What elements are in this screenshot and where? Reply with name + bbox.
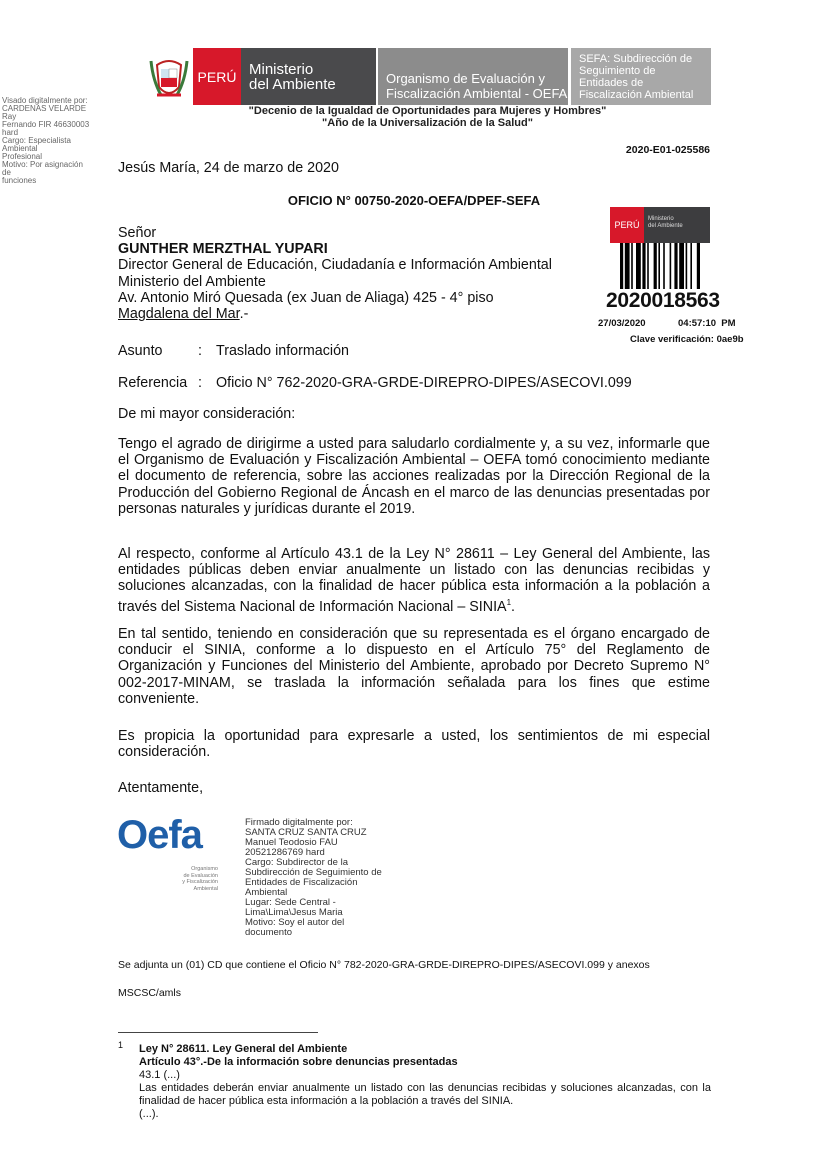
document-code: 2020-E01-025586 [625,144,710,156]
signature-line: Motivo: Soy el autor del [245,917,345,928]
barcode-time: 04:57:10 PM [678,318,736,329]
ministerio-line: del Ambiente [249,75,336,93]
peru-label: PERÚ [193,48,241,105]
asunto-value: Traslado información [216,343,349,359]
stamp-line: Motivo: Por asignación de [2,160,83,177]
barcode-bar [642,243,645,289]
barcode-number: 2020018563 [606,289,720,312]
logo-sub-line: de Evaluación [183,872,218,879]
stamp-line: Cargo: Especialista Ambiental [2,136,71,153]
signature-line: Subdirección de Seguimiento de [245,867,382,878]
ministerio-line: Ministerio [249,60,314,78]
signature-line: Firmado digitalmente por: [245,817,353,828]
footnote-article: Artículo 43°.-De la información sobre denuncias presentadas [139,1056,458,1068]
referencia-sep: : [198,375,202,391]
letterhead [145,48,711,105]
signature-line: Manuel Teodosio FAU [245,837,338,848]
recipient-city [118,306,552,322]
footnote-number: 1 [118,1040,124,1050]
footnote-text: Las entidades deberán enviar anualmente un listado con las denuncias recibidas y soluciones alcanzadas, con la finalidad de hacer pública esta información a la población a través del SINIA. [139,1082,711,1107]
sefa-line: SEFA: Subdirección de [579,52,693,65]
signature-line: Ambiental [245,887,288,898]
recipient-position: Director General de Educación, Ciudadanía e Información Ambiental [118,257,552,274]
signature-line: Entidades de Fiscalización [245,877,358,888]
signature-line: 20521286769 hard [245,847,325,858]
digital-signature [245,818,395,938]
recipient-name: GUNTHER MERZTHAL YUPARI [118,241,328,258]
stamp-line: Visado digitalmente por: [2,96,88,105]
signature-line: Cargo: Subdirector de la [245,857,348,868]
sefa-label [571,48,711,105]
oefa-label [378,48,568,105]
footnote [139,1043,711,1121]
oefa-line: Fiscalización Ambiental - OEFA [386,85,568,101]
asunto-row [118,343,349,359]
greeting: De mi mayor consideración: [118,406,296,422]
referencia-value: Oficio N° 762-2020-GRA-GRDE-DIREPRO-DIPES/ASECOVI.099 [216,375,632,391]
verification-key: Clave verificación: 0ae9b [630,334,744,345]
barcode-bar [697,243,700,289]
barcode-date: 27/03/2020 [598,318,646,329]
paragraph-2-text: Al respecto, conforme al Artículo 43.1 de la Ley N° 28611 – Ley General del Ambiente, las entidades públicas deben enviar anualmente un listado con las denuncias recibidas y soluciones alcanzadas, con la finalidad de hacer pública esta información a la población a través del Sistema Nacional de Información Nacional – SINIA [118,546,710,615]
digital-visa-stamp [2,97,92,185]
attachment-note: Se adjunta un (01) CD que contiene el Oficio N° 782-2020-GRA-GRDE-DIREPRO-DIPES/ASECOVI.099 y anexos [118,959,650,971]
footnote-title: Ley N° 28611. Ley General del Ambiente [139,1043,348,1055]
mef-mini-logo [610,207,710,243]
referencia-label: Referencia [118,375,188,391]
stamp-line: CARDENAS VELARDE Ray [2,104,87,121]
barcode-bar [636,243,641,289]
recipient-org: Ministerio del Ambiente [118,273,266,290]
recipient-block [118,225,552,322]
city: Magdalena del Mar [118,306,240,323]
barcode-bar [647,243,649,289]
oficio-title: OFICIO N° 00750-2020-OEFA/DPEF-SEFA [287,193,541,208]
signature-line: SANTA CRUZ SANTA CRUZ [245,827,367,838]
sefa-line: Seguimiento de [579,64,656,77]
initials: MSCSC/amls [118,987,182,999]
barcode-bar [686,243,688,289]
paragraph-1: Tengo el agrado de dirigirme a usted para saludarlo cordialmente y, a su vez, informarle que el Organismo de Evaluación y Fiscalización Ambiental – OEFA tomó conocimiento mediante el documento de referencia, sobre las acciones realizadas por la Dirección Regional de la Producción del Gobierno Regional de Áncash en el marco de las denuncias presentadas por personas naturales y jurídicas durante el 2019. [118,436,710,517]
barcode-bar [625,243,630,289]
signature-line: Lugar: Sede Central - [245,897,336,908]
recipient-address: Av. Antonio Miró Quesada (ex Juan de Aliaga) 425 - 4° piso [118,289,494,306]
barcode-bar [620,243,623,289]
mini-line: Ministerio [648,216,674,222]
barcode-bar [674,243,677,289]
oefa-line: Organismo de Evaluación y [386,70,545,86]
mini-line: del Ambiente [648,223,683,229]
mini-ministerio [644,207,710,243]
footnote-item: 43.1 (...) [139,1069,180,1081]
stamp-line: Fernando FIR 46630003 hard [2,120,90,137]
barcode-bar [670,243,672,289]
footnote-end: (...). [139,1108,159,1120]
barcode-bar [679,243,684,289]
motto-decenio: "Decenio de la Igualdad de Oportunidades para Mujeres y Hombres" [248,105,607,117]
logo-sub-line: Organismo [191,866,218,872]
oefa-logo: Oefa [117,813,202,857]
city-suffix: .- [239,306,249,323]
logo-sub-line: y Fiscalización [182,879,218,885]
paragraph-3: En tal sentido, teniendo en consideración que su representada es el órgano encargado de conducir el SINIA, conforme a lo dispuesto en el Artículo 75° del Reglamento de Organización y Funciones del Ministerio del Ambiente, aprobado por Decreto Supremo N° 002-2017-MINAM, se traslada la información señalada para los fines que estime conveniente. [118,626,710,707]
logo-sub-line: Ambiental [193,885,218,892]
barcode [620,243,710,289]
oefa-logo-subtitle [160,866,218,892]
barcode-bar [658,243,660,289]
asunto-label: Asunto [118,343,163,359]
footnote-ref: 1 [506,597,512,607]
sefa-line: Entidades de [579,76,644,89]
barcode-bar [663,243,665,289]
stamp-line: funciones [2,176,37,185]
footnote-divider [118,1032,318,1033]
barcode-bar [690,243,692,289]
referencia-row [118,375,632,391]
sefa-line: Fiscalización Ambiental [579,88,694,101]
stamp-line: Profesional [2,152,43,161]
date-line: Jesús María, 24 de marzo de 2020 [118,160,339,176]
ministerio-label [241,48,376,105]
mottos [145,106,710,129]
signature-line: documento [245,927,293,938]
signature-line: Lima\Lima\Jesus Maria [245,907,343,918]
paragraph-2: Al respecto, conforme al Artículo 43.1 de la Ley N° 28611 – Ley General del Ambiente, las entidades públicas deben enviar anualmente un listado con las denuncias recibidas y soluciones alcanzadas, con la finalidad de hacer pública esta información a la población a través del Sistema Nacional de Información Nacional – SINIA$^1$. [118,546,710,615]
salutation: Señor [118,225,157,241]
asunto-sep: : [198,343,202,359]
paragraph-4: Es propicia la oportunidad para expresarle a usted, los sentimientos de mi especial consideración. [118,728,710,761]
barcode-bar [654,243,657,289]
motto-year: "Año de la Universalización de la Salud" [322,116,533,129]
coat-of-arms-icon [145,48,193,105]
barcode-bar [631,243,633,289]
mini-peru: PERÚ [610,207,644,243]
closing: Atentamente, [118,780,204,796]
